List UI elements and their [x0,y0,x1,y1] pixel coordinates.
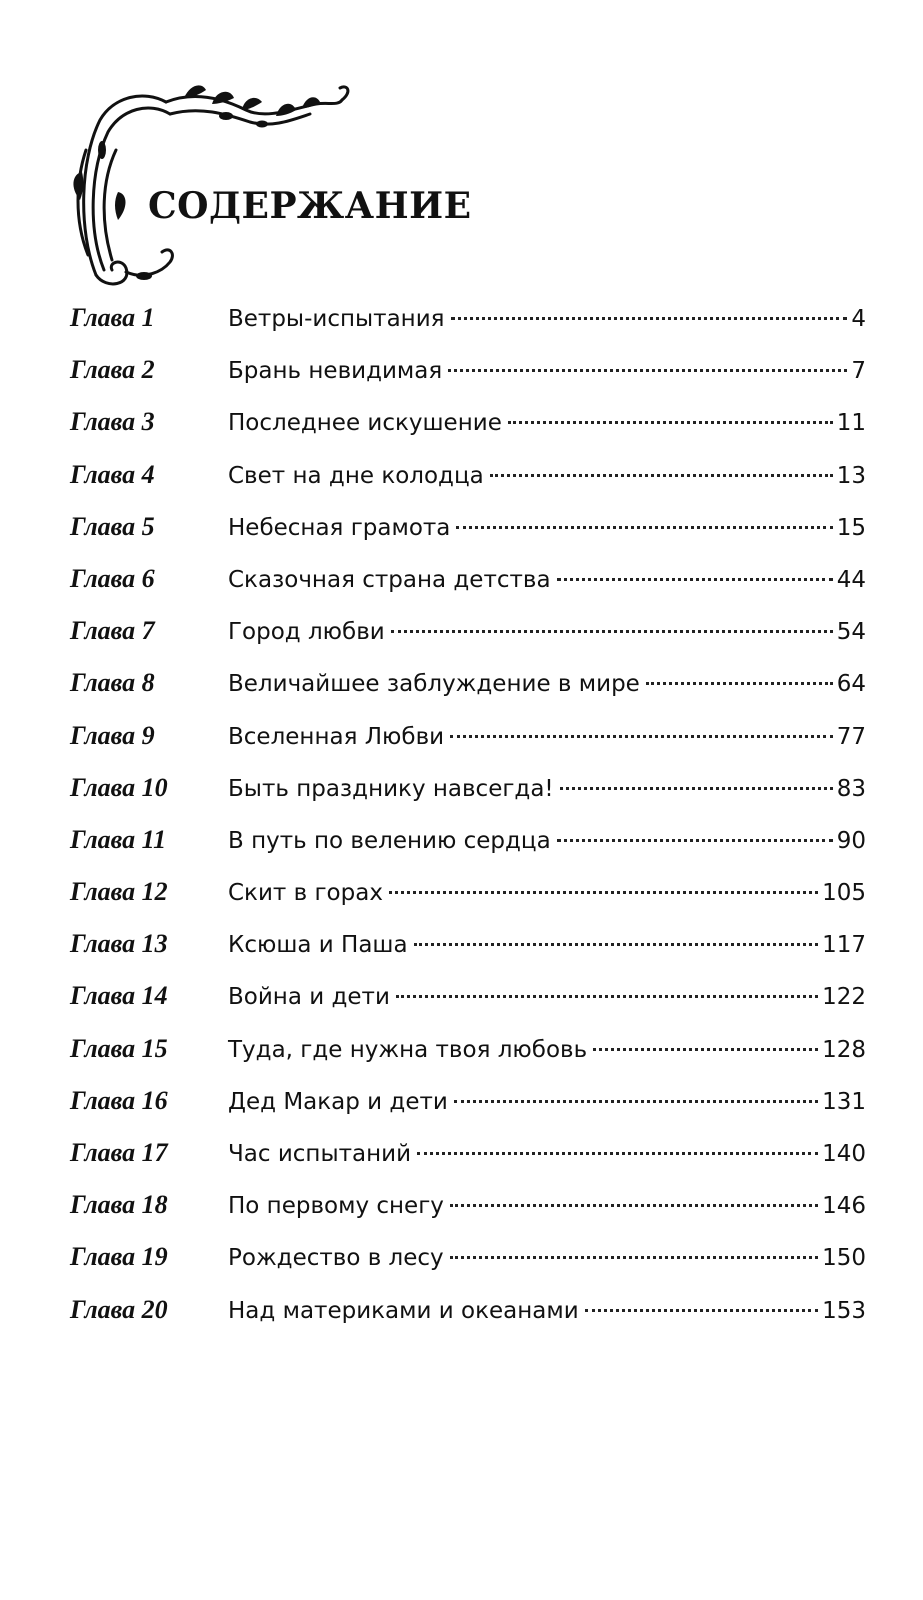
page-number: 83 [836,775,866,802]
page-title: СОДЕРЖАНИЕ [148,185,472,227]
chapter-label: Глава 18 [70,1190,168,1220]
dot-leader [391,630,833,633]
toc-entry [70,870,866,922]
chapter-label: Глава 11 [70,824,167,854]
dot-leader [646,682,833,685]
chapter-label: Глава 1 [70,303,155,332]
chapter-label: Глава 15 [70,1033,168,1063]
toc-entry [70,818,866,870]
dot-leader [557,578,833,581]
toc-entry [70,1288,866,1340]
dot-leader [456,526,832,529]
chapter-title: Брань невидимая [228,358,443,385]
chapter-label: Глава 3 [70,407,155,437]
chapter-title: Свет на дне колодца [228,462,484,489]
page-number: 146 [822,1193,866,1220]
page-number: 150 [822,1245,866,1272]
toc-entry [70,974,866,1026]
dot-leader [450,735,833,738]
dot-leader [414,943,819,946]
chapter-label: Глава 8 [70,668,155,698]
chapter-title: Вселенная Любви [228,723,445,750]
page-number: 122 [822,984,866,1011]
toc-entry [70,557,866,609]
toc-entry [70,400,866,452]
dot-leader [451,317,848,320]
dot-leader [450,1256,818,1259]
chapter-label: Глава 2 [70,355,155,385]
dot-leader [508,421,833,424]
dot-leader [593,1048,818,1051]
chapter-label: Глава 17 [70,1138,168,1167]
chapter-title: По первому снегу [228,1193,444,1220]
chapter-label: Глава 12 [70,877,168,907]
dot-leader [560,787,833,790]
page-number: 54 [836,619,866,646]
chapter-title: Величайшее заблуждение в мире [228,671,640,698]
chapter-title: Быть празднику навсегда! [228,775,554,802]
toc-entry [70,1079,866,1131]
chapter-title: Над материками и океанами [228,1297,579,1324]
table-of-contents [70,296,866,1340]
page-number: 15 [836,514,866,541]
dot-leader [490,474,833,477]
toc-entry [70,714,866,766]
toc-entry [70,661,866,713]
chapter-label: Глава 19 [70,1242,168,1272]
toc-entry [70,766,866,818]
toc-entry [70,348,866,400]
dot-leader [417,1152,818,1155]
chapter-label: Глава 4 [70,459,155,489]
toc-entry [70,1183,866,1235]
toc-entry [70,609,866,661]
page-number: 140 [822,1141,866,1167]
chapter-title: Скит в горах [228,880,383,907]
page-number: 128 [822,1036,866,1063]
dot-leader [557,839,833,842]
chapter-title: Сказочная страна детства [228,566,551,593]
page-number: 64 [836,671,866,698]
chapter-label: Глава 6 [70,563,155,593]
toc-entry [70,1027,866,1079]
chapter-label: Глава 10 [70,772,168,802]
dot-leader [454,1100,818,1103]
chapter-title: В путь по велению сердца [228,827,551,854]
chapter-title: Ксюша и Паша [228,932,408,959]
dot-leader [396,995,818,998]
toc-entry [70,505,866,557]
chapter-label: Глава 5 [70,511,155,541]
chapter-title: Туда, где нужна твоя любовь [228,1036,588,1063]
toc-entry [70,453,866,505]
dot-leader [448,369,847,372]
page-number: 117 [822,932,866,959]
page-number: 131 [822,1088,866,1115]
chapter-title: Город любви [228,619,385,646]
toc-entry [70,1235,866,1287]
page-number: 105 [822,880,866,907]
chapter-label: Глава 7 [70,616,155,646]
page-number: 44 [836,566,866,593]
chapter-title: Рождество в лесу [228,1245,444,1272]
page-number: 4 [851,306,866,332]
chapter-title: Война и дети [228,984,390,1011]
chapter-label: Глава 13 [70,929,168,959]
chapter-label: Глава 20 [70,1294,168,1324]
toc-entry [70,1131,866,1183]
chapter-title: Дед Макар и дети [228,1088,448,1115]
chapter-label: Глава 16 [70,1085,168,1115]
toc-entry [70,922,866,974]
page-number: 153 [822,1297,866,1324]
chapter-label: Глава 14 [70,981,168,1011]
chapter-title: Час испытаний [228,1141,412,1167]
dot-leader [389,891,818,894]
page-number: 11 [836,410,866,437]
chapter-label: Глава 9 [70,720,155,750]
chapter-title: Последнее искушение [228,410,502,437]
dot-leader [585,1309,818,1312]
page-number: 90 [836,827,866,854]
page-number: 7 [851,358,866,385]
page-number: 13 [836,462,866,489]
dot-leader [450,1204,818,1207]
chapter-title: Ветры-испытания [228,306,445,332]
page-number: 77 [836,723,866,750]
toc-entry [70,296,866,348]
chapter-title: Небесная грамота [228,514,451,541]
